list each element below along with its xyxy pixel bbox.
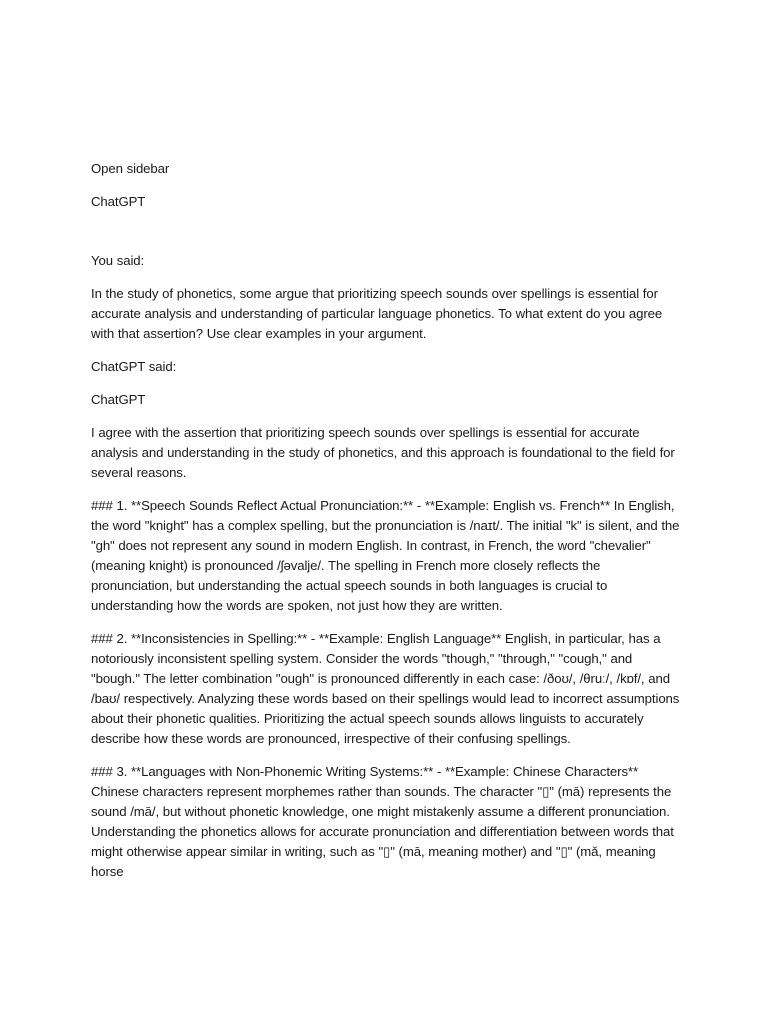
document-body bbox=[91, 159, 681, 895]
user-label: You said: bbox=[91, 253, 145, 268]
answer-section-2-paragraph: ### 2. **Inconsistencies in Spelling:** - **Example: English Language** English, in particular, has a notoriously inconsistent spelling system. Consider the words "though," "through," "cough," and "bough." The letter combination "ough" is pronounced differently in each case: /ðoʊ/, /θruː/, /kɒf/, and /baʊ/ respectively. Analyzing these words based on their spellings would lead to incorrect assumptions about their phonetic qualities. Prioritizing the actual speech sounds allows linguists to accurately describe how these words are pronounced, irrespective of their confusing spellings. bbox=[91, 631, 680, 746]
assistant-label: ChatGPT said: bbox=[91, 359, 177, 374]
open-sidebar-text: Open sidebar bbox=[91, 161, 170, 176]
assistant-name: ChatGPT bbox=[91, 392, 146, 407]
answer-section-1-paragraph: ### 1. **Speech Sounds Reflect Actual Pronunciation:** - **Example: English vs. French** In English, the word "knight" has a complex spelling, but the pronunciation is /naɪt/. The initial "k" is silent, and the "gh" does not represent any sound in modern English. In contrast, in French, the word "chevalier" (meaning knight) is pronounced /ʃəvalje/. The spelling in French more closely reflects the pronunciation, but understanding the actual speech sounds in both languages is crucial to understanding how the words are spoken, not just how they are written. bbox=[91, 498, 680, 613]
answer-intro-paragraph: I agree with the assertion that prioritizing speech sounds over spellings is essential for accurate analysis and understanding in the study of phonetics, and this approach is foundational to the field for several reasons. bbox=[91, 425, 675, 480]
user-message: In the study of phonetics, some argue that prioritizing speech sounds over spellings is essential for accurate analysis and understanding of particular language phonetics. To what extent do you agree with that assertion? Use clear examples in your argument. bbox=[91, 286, 663, 341]
app-name-text: ChatGPT bbox=[91, 194, 146, 209]
spacer bbox=[91, 225, 681, 251]
answer-section-3-paragraph: ### 3. **Languages with Non-Phonemic Writing Systems:** - **Example: Chinese Characters** Chinese characters represent morphemes rather than sounds. The character "▯" (mā) represents the sound /mā/, but without phonetic knowledge, one might mistakenly assume a different pronunciation. Understanding the phonetics allows for accurate pronunciation and differentiation between words that might otherwise appear similar in writing, such as "▯" (mā, meaning mother) and "▯" (mǎ, meaning horse bbox=[91, 764, 674, 879]
